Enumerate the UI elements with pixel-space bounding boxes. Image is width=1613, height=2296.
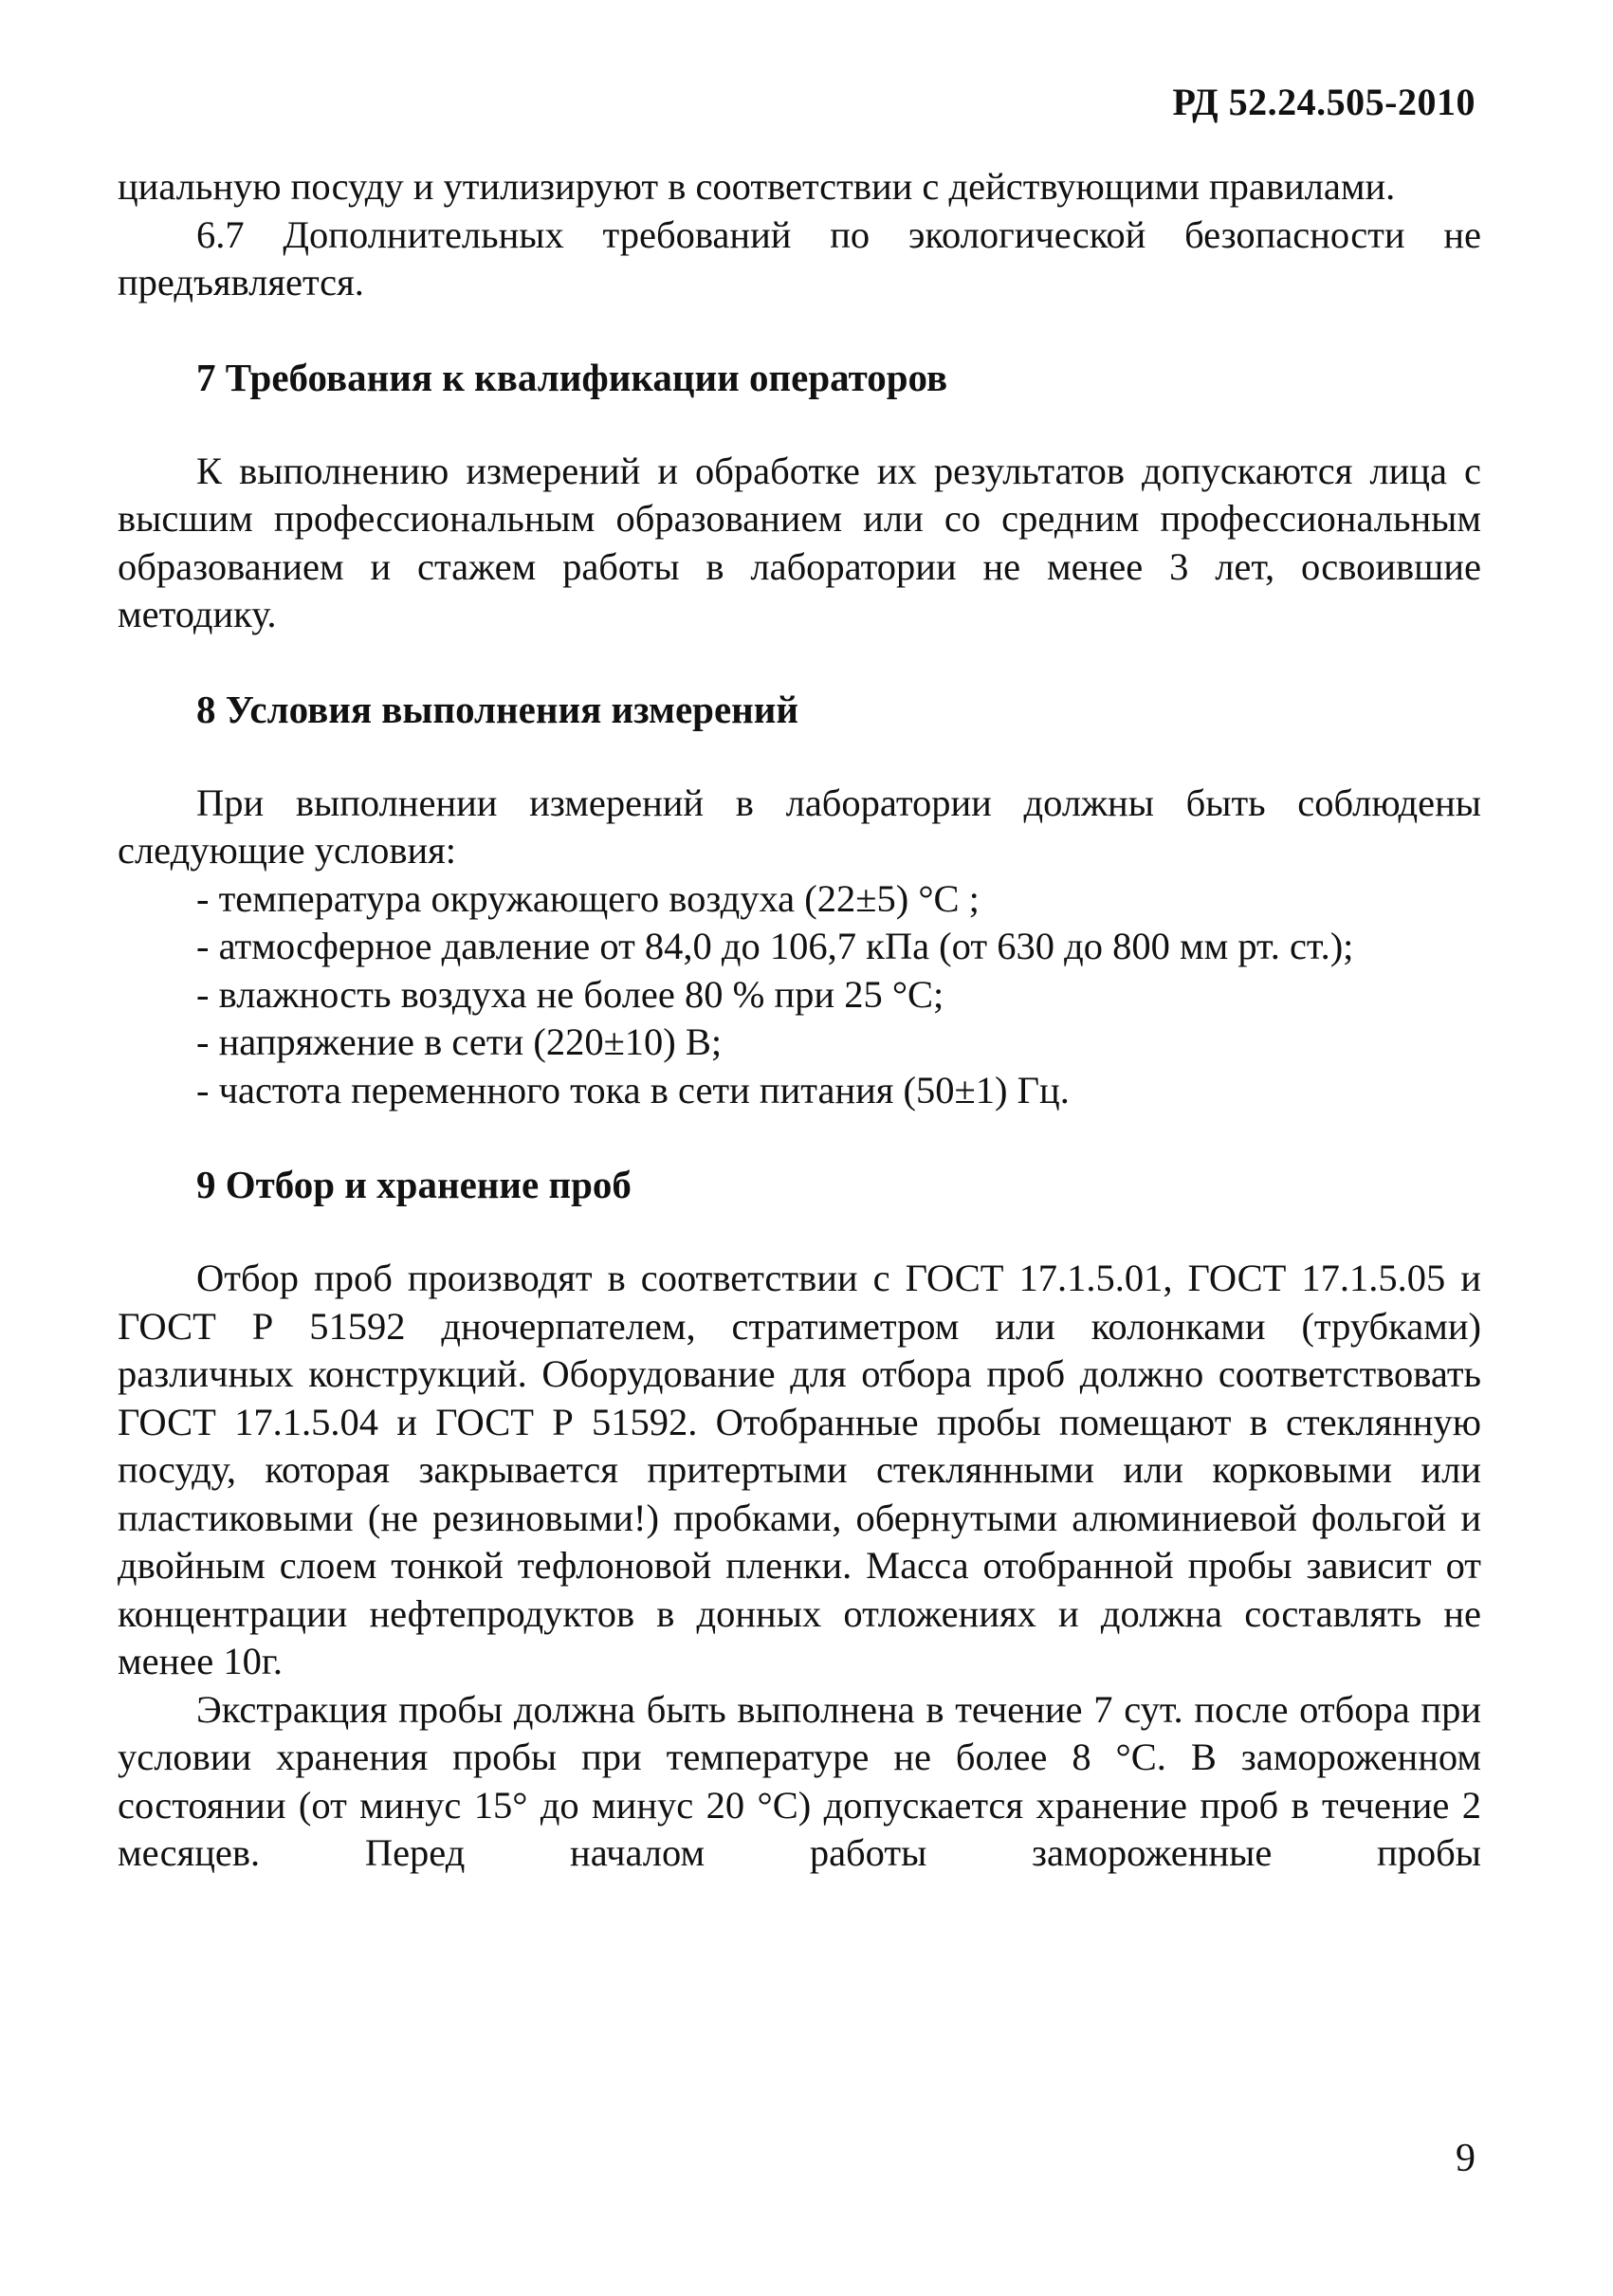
continuation-paragraph: циальную посуду и утилизируют в соответствии с действующими правилами. xyxy=(118,165,1396,208)
section-8-heading: 8 Условия выполнения измерений xyxy=(196,687,799,731)
section-8-intro: При выполнении измерений в лаборатории должны быть соблюдены следующие условия: xyxy=(118,781,1481,872)
section-9-paragraph-2: Экстракция пробы должна быть выполнена в течение 7 сут. после отбора при условии хранения пробы при температуре не более 8 °С. В замороженном состоянии (от минус 15° до минус 20 °С) допускается хранение проб в течение 2 месяцев. Перед началом работы замороженные пробы xyxy=(118,1687,1481,1874)
document-code: РД 52.24.505-2010 xyxy=(1172,81,1476,123)
section-7-heading: 7 Требования к квалификации операторов xyxy=(196,355,948,399)
condition-item: - атмосферное давление от 84,0 до 106,7 кПа (от 630 до 800 мм рт. ст.); xyxy=(196,925,1354,967)
conditions-list xyxy=(118,875,1481,1115)
condition-item: - частота переменного тока в сети питания (50±1) Гц. xyxy=(196,1068,1070,1111)
section-7-text: К выполнению измерений и обработке их результатов допускаются лица с высшим профессиональным образованием или со средним профессиональным образованием и стажем работы в лаборатории не менее 3 лет, освоившие методику. xyxy=(118,449,1481,635)
section-9-heading: 9 Отбор и хранение проб xyxy=(196,1163,632,1206)
condition-item: - температура окружающего воздуха (22±5) °С ; xyxy=(196,876,980,920)
condition-item: - напряжение в сети (220±10) В; xyxy=(196,1020,723,1063)
condition-item: - влажность воздуха не более 80 % при 25 °С; xyxy=(196,972,944,1016)
paragraph-6-7: 6.7 Дополнительных требований по экологической безопасности не предъявляется. xyxy=(118,212,1481,303)
document-body xyxy=(118,163,1481,1878)
page-number: 9 xyxy=(1456,2137,1476,2180)
section-9-paragraph-1: Отбор проб производят в соответствии с ГОСТ 17.1.5.01, ГОСТ 17.1.5.05 и ГОСТ Р 51592 дночерпателем, стратиметром или колонками (трубками) различных конструкций. Оборудование для отбора проб должно соответствовать ГОСТ 17.1.5.04 и ГОСТ Р 51592. Отобранные пробы помещают в стеклянную посуду, которая закрывается притертыми стеклянными или корковыми или пластиковыми (не резиновыми!) пробками, обернутыми алюминиевой фольгой и двойным слоем тонкой тефлоновой пленки. Масса отобранной пробы зависит от концентрации нефтепродуктов в донных отложениях и должна составлять не менее 10г. xyxy=(118,1257,1481,1682)
